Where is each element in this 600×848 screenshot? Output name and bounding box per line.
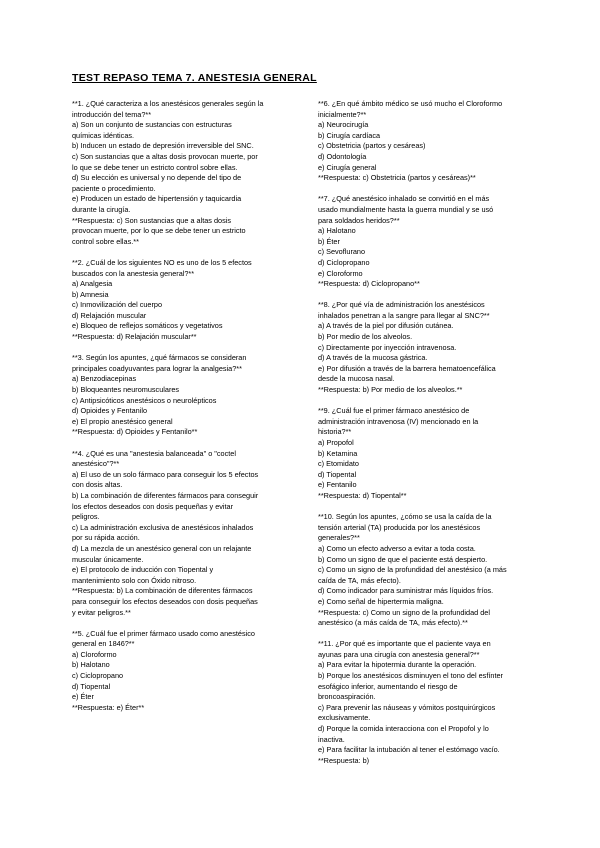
- question-line: c) Etomidato: [318, 459, 359, 469]
- question-line: **10. Según los apuntes, ¿cómo se usa la caída de la: [318, 512, 492, 522]
- question-line: a) Como un efecto adverso a evitar a toda costa.: [318, 543, 476, 553]
- question-line: e) Cloroformo: [318, 268, 363, 278]
- question-line: desde la mucosa nasal.: [318, 374, 395, 384]
- question-line: durante la cirugía.: [72, 204, 131, 214]
- question-line: e) El propio anestésico general: [72, 416, 173, 426]
- question-line: a) El uso de un solo fármaco para conseguir los 5 efectos: [72, 469, 259, 479]
- question-line: usado mundialmente hasta la guerra mundial y se usó: [318, 204, 494, 214]
- question-line: d) Opioides y Fentanilo: [72, 406, 148, 416]
- question-line: **Respuesta: b) La combinación de diferentes fármacos: [72, 586, 253, 596]
- question-line: **Respuesta: d) Opioides y Fentanilo**: [72, 427, 198, 437]
- question-line: **Respuesta: c) Son sustancias que a altas dosis: [72, 215, 231, 225]
- question-line: principales coadyuvantes para lograr la analgesia?**: [72, 363, 242, 373]
- question-line: e) Fentanilo: [318, 480, 357, 490]
- question-block: [318, 406, 554, 501]
- right-column: [318, 99, 554, 777]
- question-line: d) Relajación muscular: [72, 310, 147, 320]
- question-line: **8. ¿Por qué vía de administración los anestésicos: [318, 300, 485, 310]
- question-line: b) Halotano: [72, 660, 110, 670]
- question-block: [72, 99, 308, 247]
- question-line: para soldados heridos?**: [318, 215, 400, 225]
- question-line: e) Producen un estado de hipertensión y taquicardia: [72, 194, 242, 204]
- question-line: **Respuesta: b): [318, 755, 370, 765]
- question-block: [318, 512, 554, 629]
- question-line: a) Neurocirugía: [318, 120, 369, 130]
- question-line: c) Directamente por inyección intravenosa.: [318, 342, 457, 352]
- question-line: b) Por medio de los alveolos.: [318, 332, 413, 342]
- question-line: b) Ketamina: [318, 448, 358, 458]
- question-line: d) Como indicador para suministrar más líquidos fríos.: [318, 586, 494, 596]
- question-line: historia?**: [318, 427, 352, 437]
- question-line: b) Porque los anestésicos disminuyen el tono del esfínter: [318, 671, 503, 681]
- document-title: TEST REPASO TEMA 7. ANESTESIA GENERAL: [72, 72, 317, 84]
- question-line: generales?**: [318, 533, 360, 543]
- question-line: d) Ciclopropano: [318, 257, 370, 267]
- question-line: **Respuesta: b) Por medio de los alveolos.**: [318, 385, 463, 395]
- question-line: **11. ¿Por qué es importante que el paciente vaya en: [318, 639, 491, 649]
- question-line: c) La administración exclusiva de anestésicos inhalados: [72, 522, 254, 532]
- question-line: **Respuesta: d) Ciclopropano**: [318, 279, 420, 289]
- question-line: d) Odontología: [318, 151, 367, 161]
- question-line: **Respuesta: d) Tiopental**: [318, 490, 407, 500]
- question-line: por su rápida acción.: [72, 533, 140, 543]
- question-line: **1. ¿Qué caracteriza a los anestésicos generales según la: [72, 99, 264, 108]
- question-line: d) Su elección es universal y no depende del tipo de: [72, 173, 242, 183]
- question-block: [318, 194, 554, 289]
- question-line: c) Para prevenir las náuseas y vómitos postquirúrgicos: [318, 702, 496, 712]
- question-line: c) Ciclopropano: [72, 671, 124, 681]
- question-line: a) Halotano: [318, 226, 356, 236]
- question-line: c) Como un signo de la profundidad del anestésico (a más: [318, 565, 507, 575]
- question-line: d) Tiopental: [72, 681, 111, 691]
- question-line: **Respuesta: e) Éter**: [72, 702, 145, 712]
- question-line: anestésico (a más caída de TA, más efecto).**: [318, 618, 468, 628]
- question-line: e) Por difusión a través de la barrera hematoencefálica: [318, 363, 496, 373]
- question-line: **Respuesta: c) Obstetricia (partos y cesáreas)**: [318, 173, 476, 183]
- question-line: c) Antipsicóticos anestésicos o neurolépticos: [72, 395, 217, 405]
- question-line: **9. ¿Cuál fue el primer fármaco anestésico de: [318, 406, 470, 416]
- question-line: **5. ¿Cuál fue el primer fármaco usado como anestésico: [72, 628, 255, 638]
- question-line: **4. ¿Qué es una "anestesia balanceada" o "coctel: [72, 448, 236, 458]
- question-block: [318, 639, 554, 766]
- question-line: peligros.: [72, 512, 100, 522]
- question-line: ayunas para una cirugía con anestesia general?**: [318, 649, 480, 659]
- question-line: b) Inducen un estado de depresión irreversible del SNC.: [72, 141, 254, 151]
- question-line: d) A través de la mucosa gástrica.: [318, 353, 428, 363]
- question-line: general en 1846?**: [72, 639, 135, 649]
- question-line: c) Son sustancias que a altas dosis provocan muerte, por: [72, 151, 258, 161]
- question-line: **Respuesta: c) Como un signo de la profundidad del: [318, 607, 490, 617]
- question-line: paciente o procedimiento.: [72, 183, 156, 193]
- question-block: [318, 99, 554, 184]
- question-line: provocan muerte, por lo que se debe tener un estricto: [72, 226, 246, 236]
- question-block: [72, 449, 308, 619]
- question-block: [72, 629, 308, 714]
- question-line: e) El protocolo de inducción con Tiopental y: [72, 565, 214, 575]
- question-line: e) Como señal de hipertermia maligna.: [318, 596, 444, 606]
- question-line: químicas idénticas.: [72, 130, 135, 140]
- question-line: administración intravenosa (IV) mencionado en la: [318, 416, 479, 426]
- question-line: e) Para facilitar la intubación al tener el estómago vacío.: [318, 745, 500, 755]
- question-line: mantenimiento solo con Óxido nitroso.: [72, 575, 197, 585]
- question-line: inhalados penetran a la sangre para llegar al SNC?**: [318, 310, 490, 320]
- question-line: a) Benzodiacepinas: [72, 374, 137, 384]
- question-line: a) Analgesia: [72, 279, 113, 289]
- question-line: b) La combinación de diferentes fármacos para conseguir: [72, 490, 259, 500]
- question-line: tensión arterial (TA) producida por los anestésicos: [318, 522, 481, 532]
- question-line: **2. ¿Cuál de los siguientes NO es uno de los 5 efectos: [72, 257, 252, 267]
- question-line: inicialmente?**: [318, 109, 367, 119]
- question-line: y evitar peligros.**: [72, 607, 131, 617]
- question-line: b) Éter: [318, 236, 340, 246]
- question-line: b) Bloqueantes neuromusculares: [72, 385, 180, 395]
- question-line: muscular únicamente.: [72, 554, 144, 564]
- question-line: a) Propofol: [318, 438, 354, 447]
- question-line: broncoaspiración.: [318, 692, 376, 702]
- question-line: b) Amnesia: [72, 289, 109, 299]
- question-line: buscados con la anestesia general?**: [72, 268, 195, 278]
- question-line: exclusivamente.: [318, 713, 371, 723]
- question-line: e) Bloqueo de reflejos somáticos y vegetativos: [72, 321, 223, 331]
- question-line: d) Tiopental: [318, 469, 357, 479]
- question-line: d) La mezcla de un anestésico general con un relajante: [72, 543, 252, 553]
- question-line: con dosis altas.: [72, 480, 123, 490]
- left-column: [72, 99, 308, 724]
- question-line: a) A través de la piel por difusión cutánea.: [318, 321, 454, 331]
- question-line: c) Sevoflurano: [318, 247, 366, 257]
- question-line: **Respuesta: d) Relajación muscular**: [72, 332, 197, 342]
- question-line: c) Inmovilización del cuerpo: [72, 300, 163, 310]
- question-line: b) Como un signo de que el paciente está despierto.: [318, 554, 488, 564]
- question-block: [318, 300, 554, 395]
- question-line: caída de TA, más efecto).: [318, 575, 401, 585]
- question-line: anestésico"?**: [72, 459, 120, 469]
- question-line: **7. ¿Qué anestésico inhalado se convirtió en el más: [318, 194, 490, 204]
- question-line: e) Éter: [72, 692, 94, 702]
- question-block: [72, 258, 308, 343]
- question-line: a) Cloroformo: [72, 649, 117, 659]
- question-line: a) Para evitar la hipotermia durante la operación.: [318, 660, 477, 670]
- question-line: inactiva.: [318, 734, 345, 744]
- question-line: introducción del tema?**: [72, 109, 152, 119]
- question-line: a) Son un conjunto de sustancias con estructuras: [72, 120, 232, 130]
- question-line: b) Cirugía cardíaca: [318, 130, 381, 140]
- question-line: **3. Según los apuntes, ¿qué fármacos se consideran: [72, 353, 247, 363]
- question-line: d) Porque la comida interacciona con el Propofol y lo: [318, 724, 489, 734]
- question-line: c) Obstetricia (partos y cesáreas): [318, 141, 426, 151]
- question-line: esofágico inferior, aumentando el riesgo de: [318, 681, 458, 691]
- question-line: lo que se debe tener un estricto control sobre ellas.: [72, 162, 238, 172]
- question-line: control sobre ellas.**: [72, 236, 139, 246]
- question-line: los efectos deseados con dosis pequeñas y evitar: [72, 501, 234, 511]
- question-block: [72, 353, 308, 438]
- question-line: para conseguir los efectos deseados con dosis pequeñas: [72, 596, 258, 606]
- question-line: **6. ¿En qué ámbito médico se usó mucho el Cloroformo: [318, 99, 503, 108]
- question-line: e) Cirugía general: [318, 162, 377, 172]
